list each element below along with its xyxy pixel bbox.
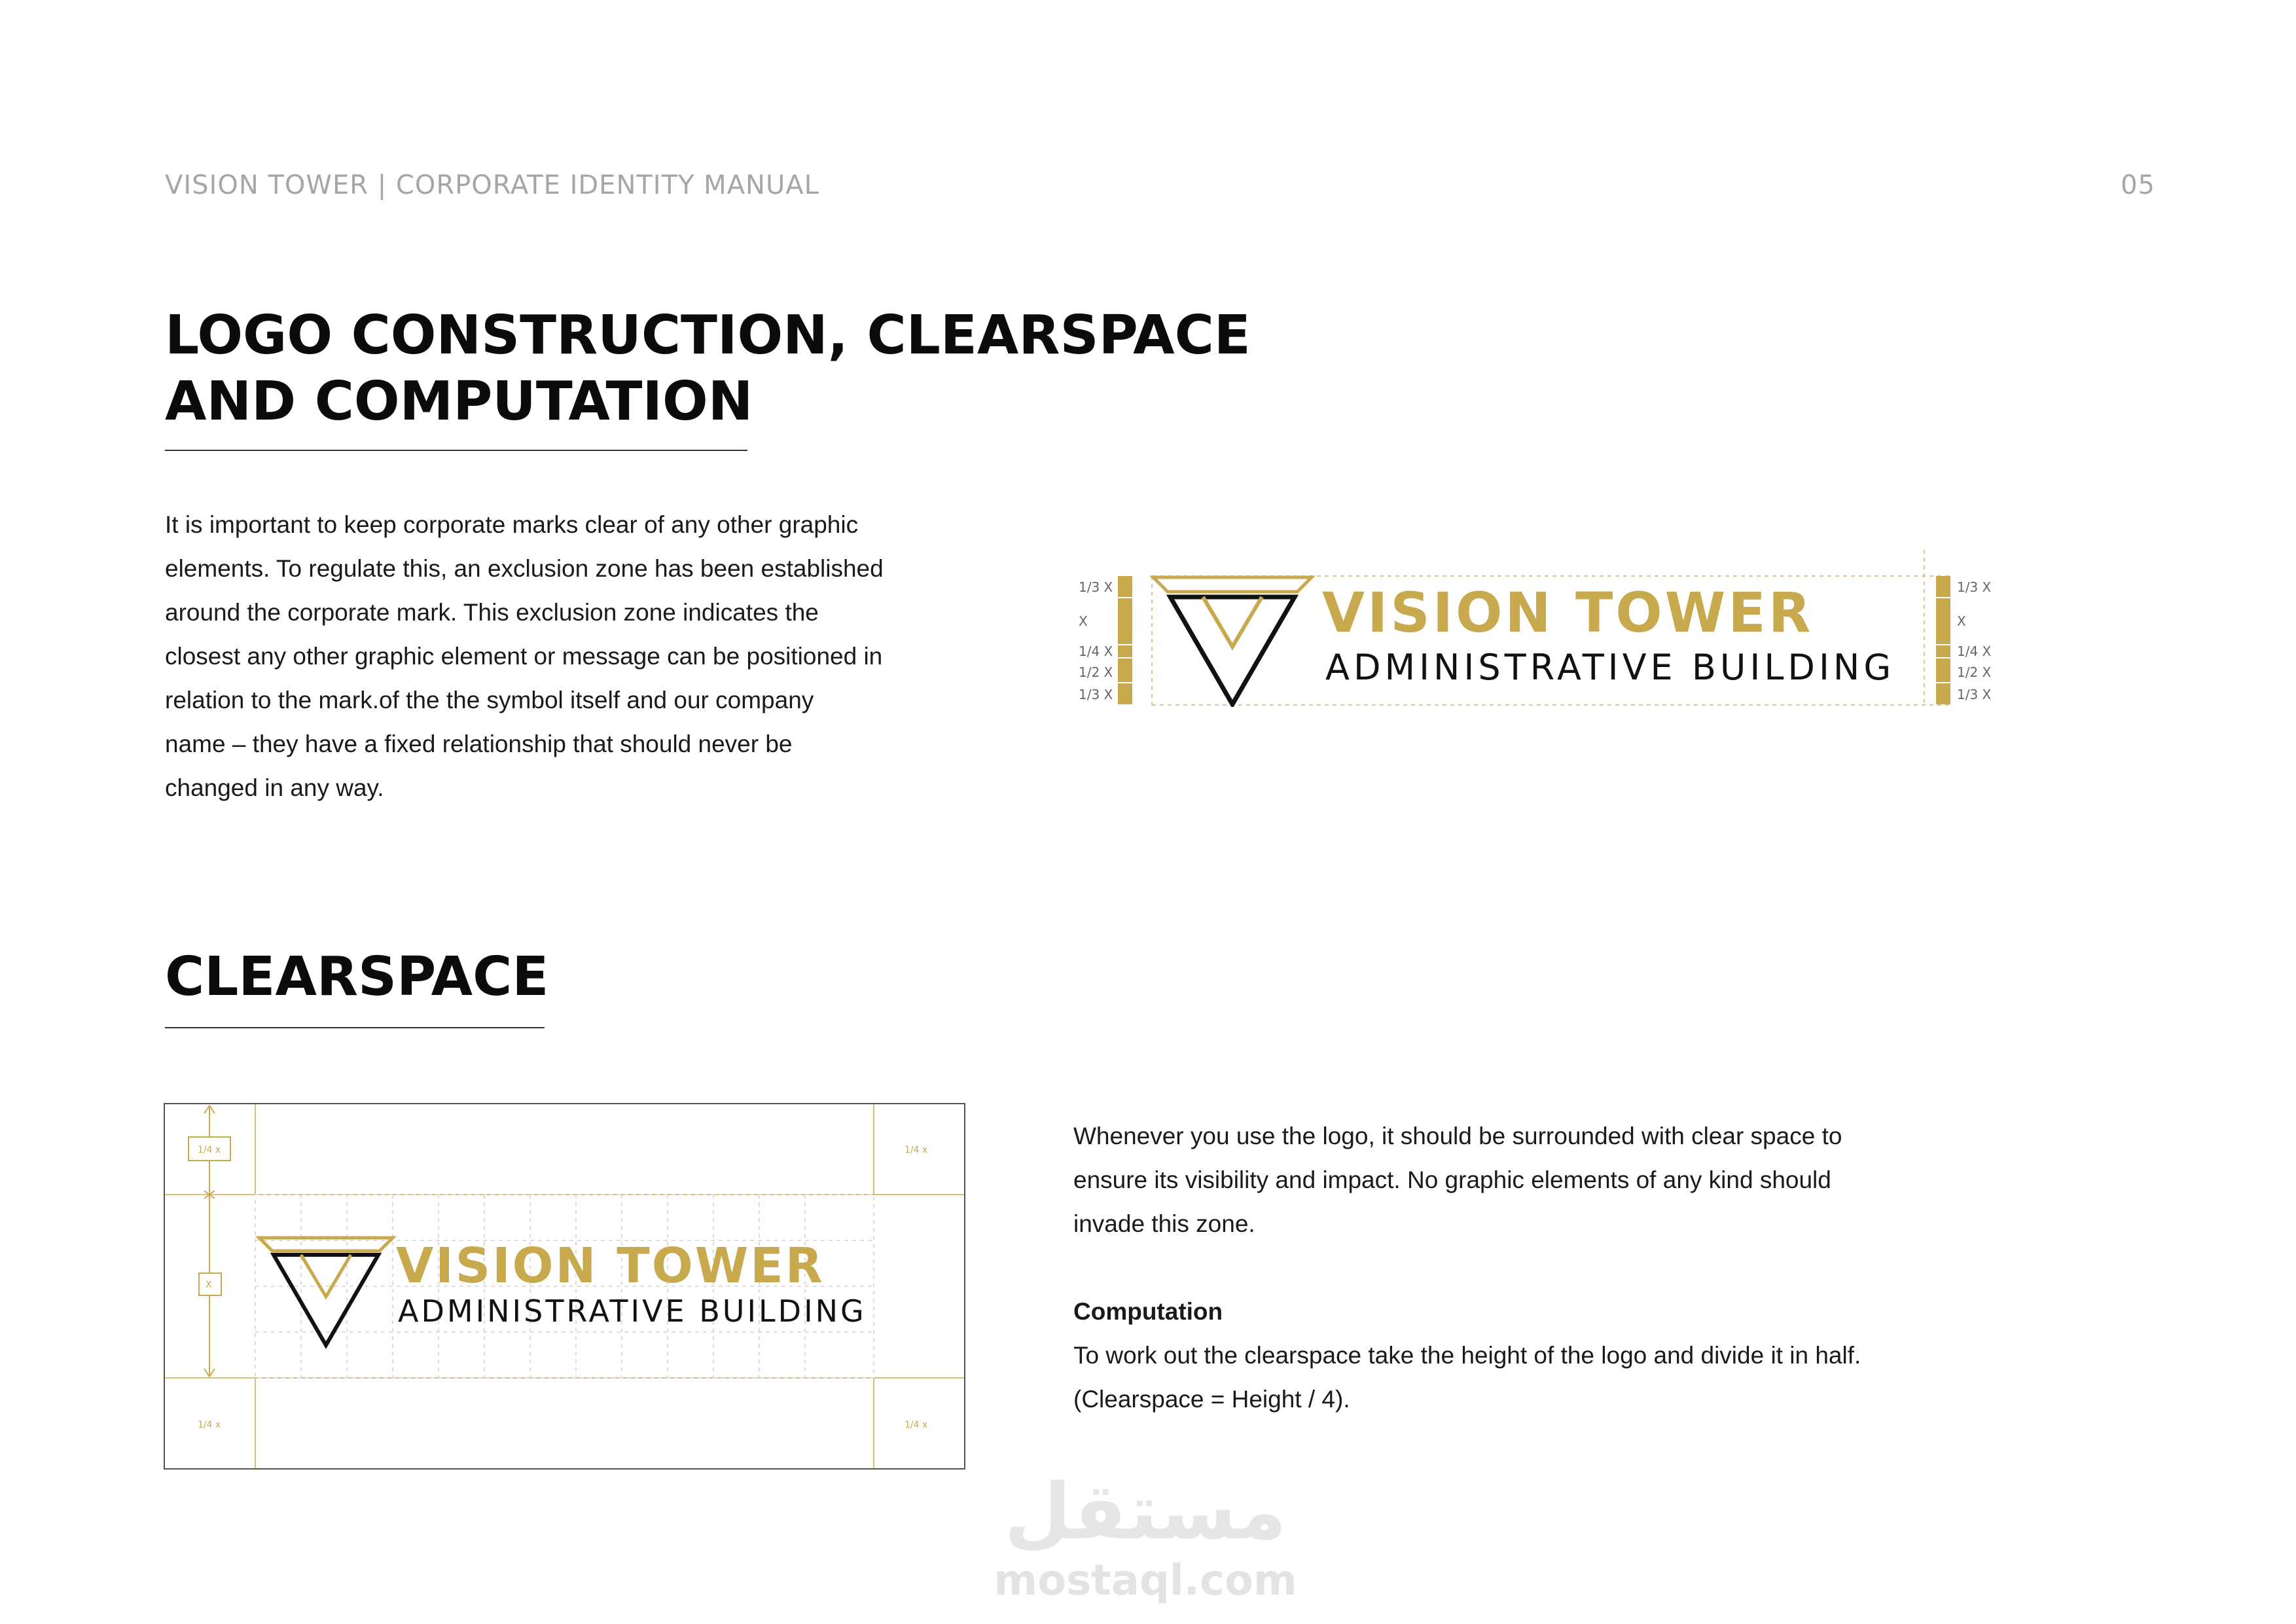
label-quarter-x: 1/4 x bbox=[198, 1145, 221, 1155]
label-half: 1/2 X bbox=[1079, 664, 1113, 680]
label-x: X bbox=[1079, 613, 1088, 629]
clearspace-logo-name: VISION TOWER bbox=[396, 1238, 825, 1294]
bar-third-top bbox=[1118, 576, 1132, 597]
paragraph-line: closest any other graphic element or message can be positioned in bbox=[165, 643, 883, 670]
page-number: 05 bbox=[2121, 170, 2155, 200]
bar-x bbox=[1936, 598, 1950, 644]
clearspace-diagram bbox=[164, 1103, 965, 1470]
computation-block bbox=[1073, 1290, 1861, 1421]
bar-half bbox=[1936, 659, 1950, 682]
logo-name: VISION TOWER bbox=[1322, 581, 1814, 645]
computation-line: To work out the clearspace take the height of the logo and divide it in half. bbox=[1073, 1342, 1861, 1369]
manual-header-title: VISION TOWER | CORPORATE IDENTITY MANUAL bbox=[165, 170, 819, 200]
section-title-line-1: LOGO CONSTRUCTION, CLEARSPACE bbox=[165, 304, 1251, 367]
paragraph-line: elements. To regulate this, an exclusion zone has been established bbox=[165, 555, 884, 582]
label-third-top: 1/3 X bbox=[1079, 579, 1113, 595]
paragraph-line: changed in any way. bbox=[165, 774, 384, 801]
paragraph-line: Whenever you use the logo, it should be surrounded with clear space to bbox=[1073, 1123, 1842, 1149]
clearspace-paragraph bbox=[1073, 1114, 1842, 1246]
paragraph-line: around the corporate mark. This exclusion zone indicates the bbox=[165, 599, 819, 626]
bar-third-top bbox=[1936, 576, 1950, 597]
section-title-underline bbox=[165, 450, 747, 451]
corner-label-bottom-left: 1/4 x bbox=[198, 1420, 221, 1430]
label-third-top: 1/3 X bbox=[1957, 579, 1992, 595]
label-third-bottom: 1/3 X bbox=[1079, 687, 1113, 702]
label-half: 1/2 X bbox=[1957, 664, 1992, 680]
label-quarter: 1/4 X bbox=[1957, 643, 1992, 659]
paragraph-line: invade this zone. bbox=[1073, 1210, 1255, 1237]
label-quarter: 1/4 X bbox=[1079, 643, 1113, 659]
label-x: X bbox=[206, 1280, 212, 1290]
computation-line: (Clearspace = Height / 4). bbox=[1073, 1386, 1350, 1413]
section-title-line-2: AND COMPUTATION bbox=[165, 370, 753, 433]
clearspace-logo-tagline: ADMINISTRATIVE BUILDING bbox=[398, 1293, 867, 1329]
corner-label-top-right: 1/4 x bbox=[905, 1145, 928, 1155]
logo-symbol bbox=[1153, 577, 1312, 704]
right-measure-bars bbox=[1936, 576, 1950, 704]
bar-half bbox=[1118, 659, 1132, 682]
clearspace-title: CLEARSPACE bbox=[165, 946, 549, 1008]
left-measure-labels bbox=[1079, 579, 1113, 702]
right-measure-labels bbox=[1957, 579, 1992, 702]
computation-title: Computation bbox=[1073, 1298, 1223, 1325]
paragraph-line: It is important to keep corporate marks clear of any other graphic bbox=[165, 511, 859, 538]
bar-third-bottom bbox=[1936, 683, 1950, 704]
watermark-arabic: مستقل bbox=[1004, 1466, 1287, 1557]
watermark-latin: mostaql.com bbox=[994, 1557, 1297, 1605]
bar-quarter bbox=[1118, 645, 1132, 657]
logo-tagline: ADMINISTRATIVE BUILDING bbox=[1325, 647, 1895, 688]
construction-paragraph bbox=[165, 503, 884, 810]
clearspace-title-underline bbox=[165, 1027, 545, 1028]
corner-label-bottom-right: 1/4 x bbox=[905, 1420, 928, 1430]
paragraph-line: ensure its visibility and impact. No graphic elements of any kind should bbox=[1073, 1166, 1831, 1193]
paragraph-line: name – they have a fixed relationship that should never be bbox=[165, 731, 793, 757]
bar-x bbox=[1118, 598, 1132, 644]
label-x: X bbox=[1957, 613, 1966, 629]
paragraph-line: relation to the mark.of the the symbol itself and our company bbox=[165, 687, 814, 713]
left-measure-bars bbox=[1118, 576, 1132, 704]
bar-quarter bbox=[1936, 645, 1950, 657]
logo-construction-diagram bbox=[1073, 537, 2003, 707]
label-third-bottom: 1/3 X bbox=[1957, 687, 1992, 702]
bar-third-bottom bbox=[1118, 683, 1132, 704]
